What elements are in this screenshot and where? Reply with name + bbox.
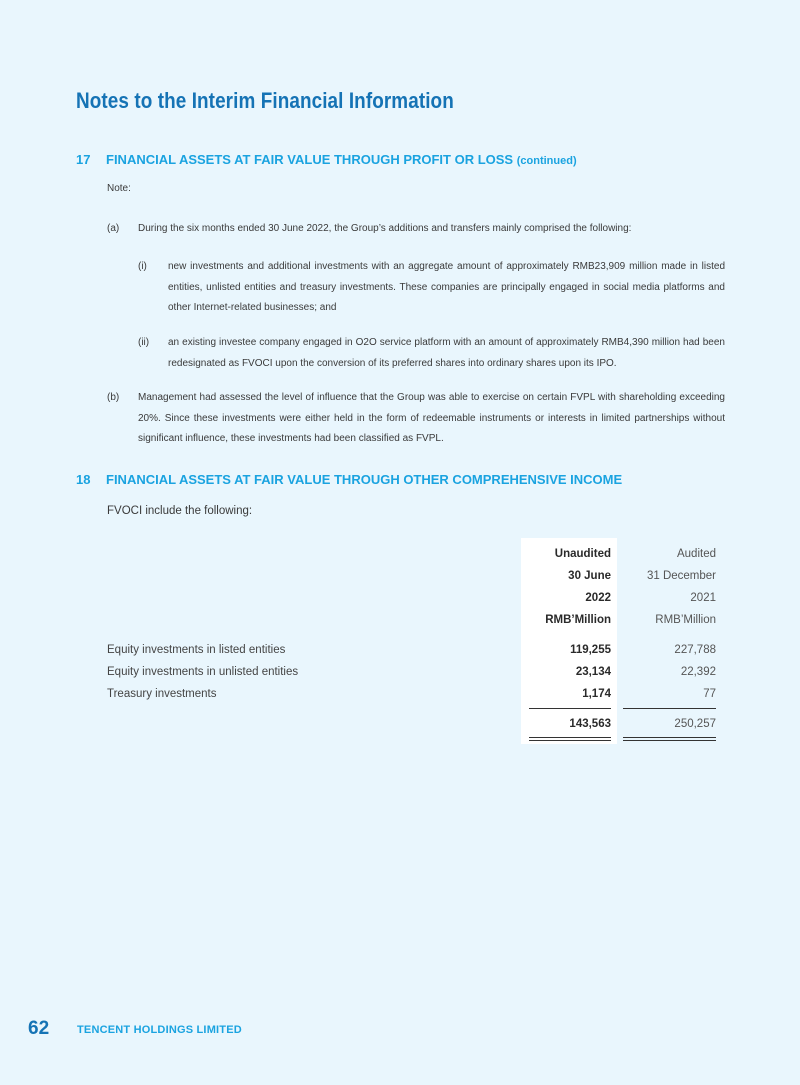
total-double-rule-current (529, 737, 611, 738)
total-double-rule-current (529, 740, 611, 741)
fvoci-intro: FVOCI include the following: (107, 505, 253, 517)
header-current-date: 30 June (568, 570, 611, 582)
item-b-marker: (b) (107, 392, 120, 403)
page-title: Notes to the Interim Financial Information (76, 88, 454, 113)
table-row-prior: 77 (703, 688, 716, 700)
subtotal-rule-prior (623, 708, 716, 709)
total-current: 143,563 (569, 718, 611, 730)
header-current-year: 2022 (585, 592, 611, 604)
current-period-column-bg (521, 538, 617, 744)
table-row-current: 23,134 (575, 666, 611, 678)
section-18-title: FINANCIAL ASSETS AT FAIR VALUE THROUGH OTHER COMPREHENSIVE INCOME (106, 472, 623, 487)
total-double-rule-prior (623, 737, 716, 738)
item-b-text: Management had assessed the level of influence that the Group was able to exercise on certain FVPL with shareholding exceeding 20%. Since these investments were either held in the form of redeemable instruments or interests in limited partnerships without significant influence, these investments had been classified as FVPL. (138, 392, 725, 444)
item-i-marker: (i) (138, 261, 147, 272)
header-prior-unit: RMB’Million (655, 614, 716, 626)
subtotal-rule-current (529, 708, 611, 709)
header-prior-date: 31 December (646, 570, 716, 582)
note-label: Note: (107, 183, 131, 194)
page-number: 62 (28, 1018, 50, 1039)
table-row-label: Equity investments in unlisted entities (107, 666, 299, 678)
header-audited: Audited (676, 548, 716, 560)
item-i-text: new investments and additional investments with an aggregate amount of approximately RMB23,909 million made in listed entities, unlisted entities and treasury investments. These companies are principally engaged in social media platforms and other Internet-related businesses; and (168, 261, 725, 313)
item-a-marker: (a) (107, 223, 120, 234)
section-18-heading (76, 472, 622, 487)
header-prior-year: 2021 (690, 592, 716, 604)
section-17-title: FINANCIAL ASSETS AT FAIR VALUE THROUGH PROFIT OR LOSS (106, 152, 514, 167)
section-17-number: 17 (76, 152, 91, 167)
table-row-prior: 227,788 (674, 644, 716, 656)
total-prior: 250,257 (674, 718, 716, 730)
table-row-prior: 22,392 (680, 666, 716, 678)
company-name: TENCENT HOLDINGS LIMITED (77, 1024, 242, 1036)
table-row-label: Treasury investments (107, 688, 217, 700)
table-row-current: 119,255 (570, 644, 611, 656)
continued-label: (continued) (516, 155, 577, 167)
table-row-current: 1,174 (582, 688, 611, 700)
total-double-rule-prior (623, 740, 716, 741)
section-17-heading (76, 152, 577, 167)
item-ii-marker: (ii) (138, 337, 150, 348)
section-18-number: 18 (76, 472, 91, 487)
item-a-text: During the six months ended 30 June 2022, the Group’s additions and transfers mainly comprised the following: (138, 223, 632, 234)
header-current-unit: RMB’Million (545, 614, 611, 626)
table-row-label: Equity investments in listed entities (107, 644, 286, 656)
header-unaudited: Unaudited (554, 548, 611, 560)
item-ii-text: an existing investee company engaged in O2O service platform with an amount of approximately RMB4,390 million had been redesignated as FVOCI upon the conversion of its preferred shares into ordinary shares upon its IPO. (168, 337, 725, 369)
